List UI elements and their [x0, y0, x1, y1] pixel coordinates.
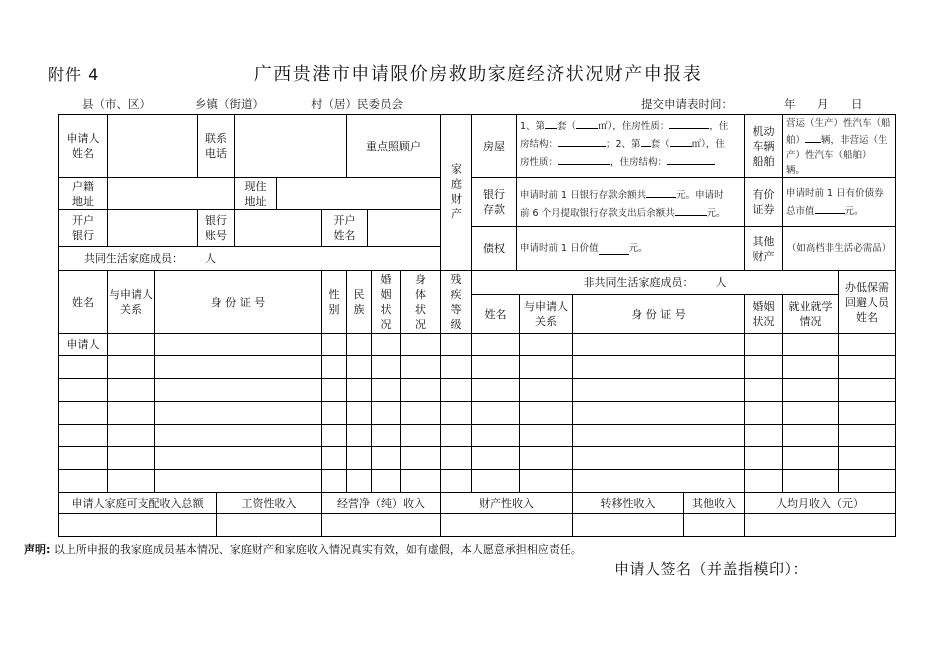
income-business-label: 经营净（纯）收入 — [337, 496, 425, 510]
non-members-label: 非共同生活家庭成员： — [583, 276, 694, 289]
col-name-2: 姓名 — [484, 307, 507, 321]
deposit-text-1b: 元。申请时 — [676, 190, 724, 201]
vehicle-details — [786, 115, 894, 178]
month-label: 月 — [817, 97, 829, 111]
income-property-label: 财产性收入 — [479, 496, 534, 510]
current-address-label: 现住 地址 — [244, 179, 267, 208]
col-ethnic: 民 族 — [353, 288, 365, 316]
house-text-1b: 套（ — [557, 121, 577, 132]
securities-text-2: 总市值 — [786, 206, 815, 217]
deposit-text-1: 申请时前 1 日银行存款余额共 — [520, 190, 647, 201]
deposit-text-2: 前 6 个月提取银行存款支出后余额共 — [520, 208, 675, 219]
applicant-name-label: 申请人 姓名 — [66, 132, 100, 160]
vehicle-text-3: 产）性汽车（船舶） — [786, 150, 872, 161]
col-job: 就业就学 情况 — [788, 300, 833, 328]
house-text-1c: ㎡），住房性质： — [598, 121, 670, 132]
vehicle-text-4: 辆。 — [786, 165, 806, 176]
vehicle-text-1: 营运（生产）性汽车（船 — [786, 118, 891, 129]
house-text-3a: 房性质： — [520, 157, 559, 168]
col-marriage-2: 婚姻 状况 — [752, 300, 775, 328]
vehicle-text-2a: 舶） — [786, 135, 806, 146]
household-members — [84, 247, 440, 270]
submit-time-label: 提交申请表时间： — [641, 97, 733, 111]
deposit-details — [520, 186, 744, 222]
house-text-1a: 1、第 — [520, 121, 546, 132]
year-label: 年 — [784, 97, 796, 111]
deposit-label: 银行 存款 — [483, 188, 505, 216]
debt-text: 申请时前 1 日价值 — [520, 242, 599, 254]
house-details — [520, 117, 744, 175]
village-label: 村（居）民委员会 — [311, 97, 403, 111]
form-title-text: 广西贵港市申请限价房救助家庭经济状况财产申报表 — [253, 64, 703, 85]
income-total-label: 申请人家庭可支配收入总额 — [71, 496, 204, 510]
bank-label: 开户 银行 — [72, 214, 94, 242]
attachment-label: 附件 4 — [48, 65, 100, 84]
house-label: 房屋 — [483, 139, 505, 153]
account-field[interactable] — [235, 210, 321, 246]
income-transfer-label: 转移性收入 — [600, 496, 656, 510]
day-label: 日 — [851, 97, 863, 111]
income-other-label: 其他收入 — [692, 496, 736, 510]
declaration-text: 以上所申报的我家庭成员基本情况、家庭财产和家庭收入情况真实有效，如有虚假，本人愿意承担相应责任。 — [53, 543, 582, 556]
col-health: 身 体 状 况 — [415, 273, 426, 331]
household-members-unit: 人 — [205, 252, 216, 265]
col-id-2: 身 份 证 号 — [631, 307, 686, 321]
income-wage-label: 工资性收入 — [241, 496, 297, 510]
town-label: 乡镇（街道） — [195, 97, 264, 111]
col-officer: 办低保需 回避人员 姓名 — [845, 280, 889, 324]
debt-label: 债权 — [483, 242, 505, 255]
debt-text-b: 元。 — [628, 242, 648, 254]
debt-details — [520, 227, 744, 270]
col-relation: 与申请人 关系 — [109, 288, 153, 316]
applicant-row-label: 申请人 — [66, 338, 100, 351]
securities-text-2b: 元。 — [844, 206, 864, 217]
household-members-label: 共同生活家庭成员： — [84, 252, 183, 265]
key-care-label: 重点照顾户 — [366, 139, 421, 153]
signature-label: 申请人签名（并盖指模印）： — [614, 560, 809, 578]
col-relation-2: 与申请人 关系 — [524, 300, 568, 328]
other-property-text: （如高档非生活必需品） — [786, 242, 892, 254]
family-property-text: 家庭财产 — [449, 162, 463, 223]
vehicle-text-2b: 辆，非营运（生 — [821, 135, 888, 146]
col-marriage: 婚 姻 状 况 — [380, 273, 392, 331]
declaration-label: 声明: — [24, 543, 51, 556]
house-text-2d: ㎡），住 — [691, 139, 725, 150]
col-name: 姓名 — [72, 295, 94, 309]
house-text-2a: 房结构： — [520, 139, 559, 150]
securities-label: 有价 证券 — [752, 188, 775, 216]
declaration — [24, 541, 582, 557]
house-text-3b: ，住房结构： — [610, 157, 668, 168]
securities-text-1: 申请时前 1 日有价债券 — [786, 188, 884, 199]
col-gender: 性 别 — [328, 288, 340, 316]
phone-field[interactable] — [235, 115, 346, 177]
house-text-1d: ，住 — [709, 121, 729, 132]
income-per-capita-label: 人均月收入（元） — [776, 496, 864, 510]
house-text-2b: ；2、第 — [606, 139, 641, 150]
applicant-name-field[interactable] — [108, 115, 197, 177]
col-id: 身 份 证 号 — [210, 295, 266, 309]
phone-label: 联系 电话 — [205, 132, 227, 160]
deposit-text-2b: 元。 — [706, 208, 726, 219]
account-name-label: 开户 姓名 — [333, 214, 356, 242]
hukou-address-label: 户籍 地址 — [72, 179, 94, 208]
securities-details — [786, 186, 894, 222]
house-text-2c: 套（ — [650, 139, 670, 150]
account-label: 银行 账号 — [205, 214, 227, 242]
family-property-label — [441, 115, 471, 270]
col-disability: 残 疾 等 级 — [450, 273, 462, 331]
form-title — [0, 60, 936, 86]
county-label: 县（市、区） — [82, 97, 151, 111]
bank-field[interactable] — [108, 210, 197, 246]
non-members-unit: 人 — [715, 276, 727, 289]
hukou-address-field[interactable] — [108, 178, 234, 209]
non-members — [472, 271, 838, 294]
account-name-field[interactable] — [368, 210, 440, 246]
other-property-label: 其他 财产 — [752, 234, 775, 263]
vehicle-label: 机动 车辆 船舶 — [752, 124, 775, 168]
current-address-field[interactable] — [277, 178, 440, 209]
